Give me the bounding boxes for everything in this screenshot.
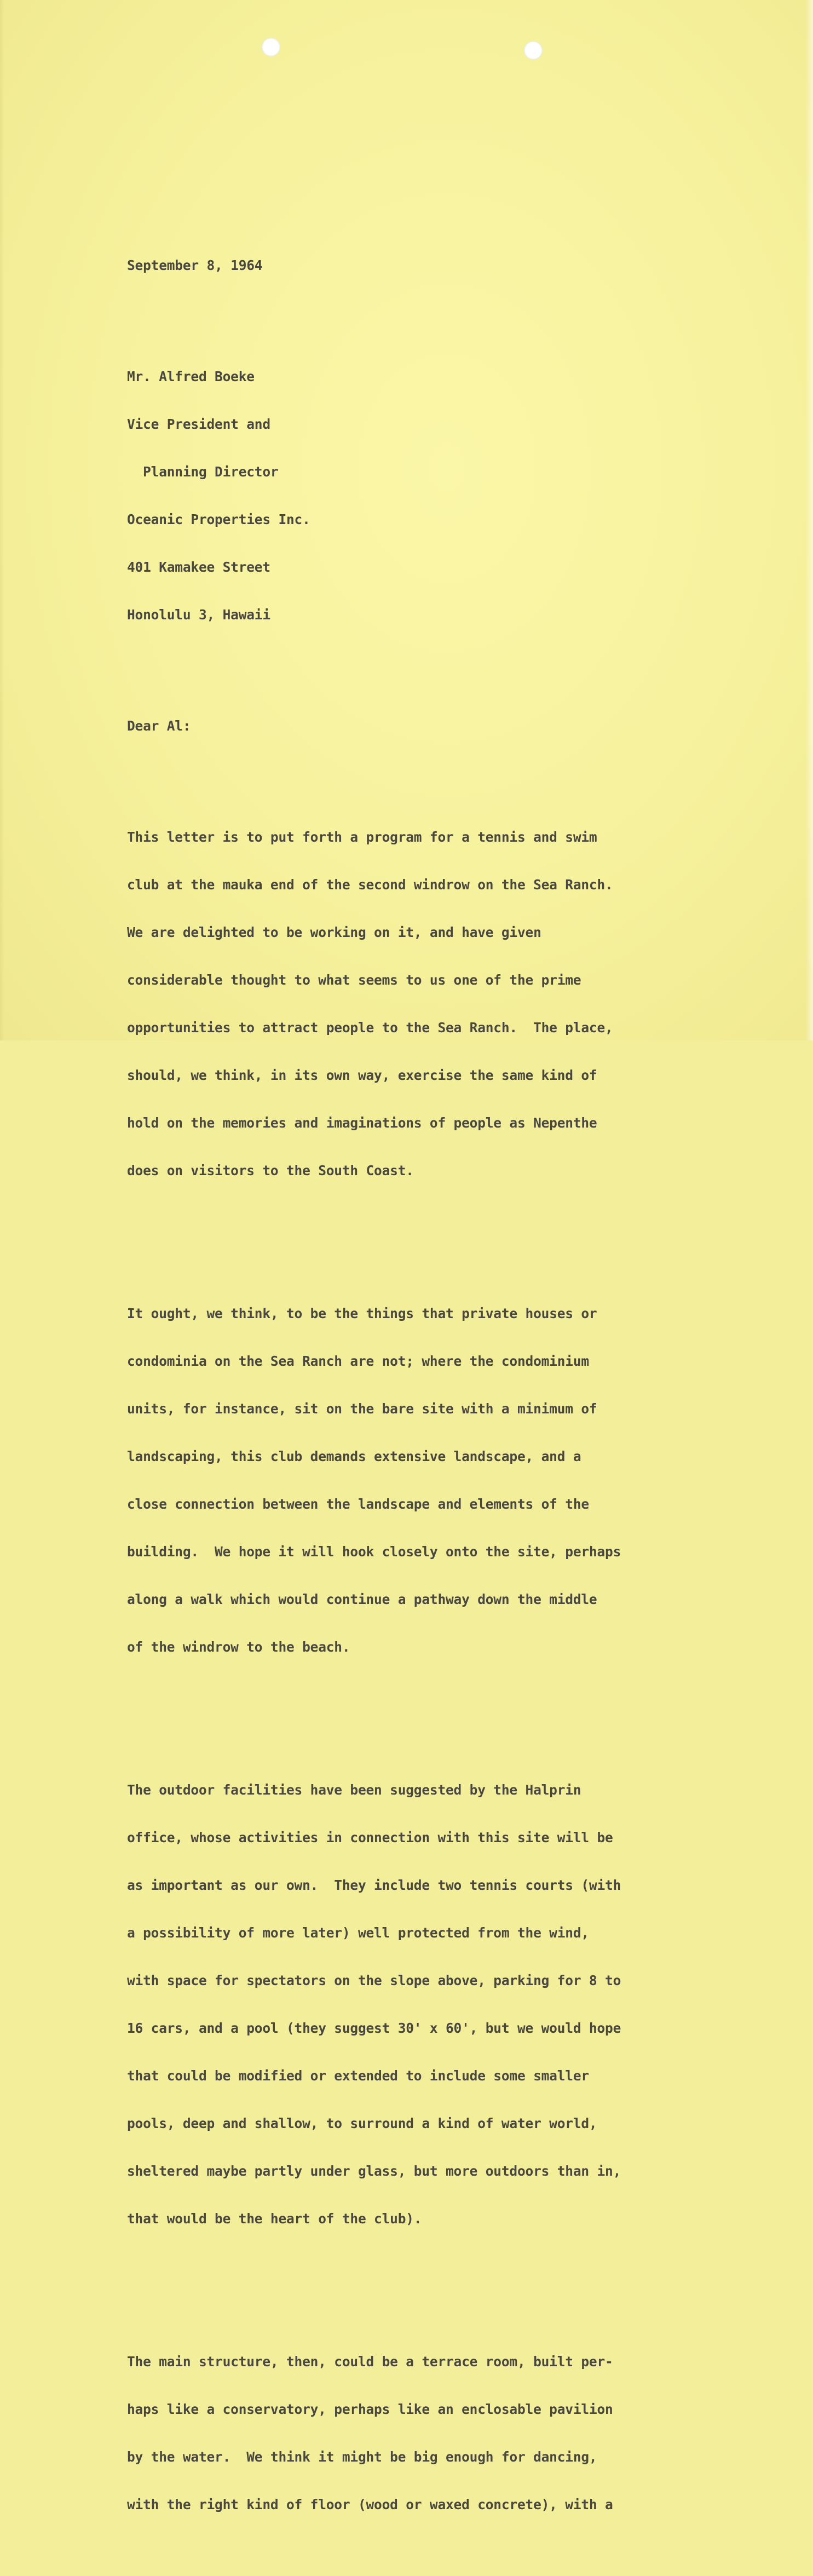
text-line: We are delighted to be working on it, and have given [127,924,541,940]
text-line: sheltered maybe partly under glass, but more outdoors than in, [127,2163,621,2179]
address-line: Planning Director [127,464,279,480]
punch-hole-left [262,38,280,56]
text-line: that would be the heart of the club). [127,2211,422,2227]
text-line: The main structure, then, could be a terrace room, built per- [127,2354,613,2370]
letter-body [127,226,707,2576]
salutation: Dear Al: [127,718,191,734]
text-line: office, whose activities in connection with this site will be [127,1830,613,1845]
paragraph-2 [127,1274,707,1687]
text-line: along a walk which would continue a pathway down the middle [127,1591,597,1607]
text-line: as important as our own. They include two tennis courts (with [127,1877,621,1893]
paper-edge-shadow [0,0,4,1040]
text-line: building. We hope it will hook closely onto the site, perhaps [127,1544,621,1560]
punch-hole-right [524,41,543,60]
address-line: Oceanic Properties Inc. [127,511,310,527]
text-line: with the right kind of floor (wood or waxed concrete), with a [127,2497,613,2512]
paragraph-4 [127,2322,707,2544]
text-line: of the windrow to the beach. [127,1639,350,1655]
address-line: 401 Kamakee Street [127,559,270,575]
text-line: 16 cars, and a pool (they suggest 30' x 60', but we would hope [127,2020,621,2036]
text-line: does on visitors to the South Coast. [127,1163,414,1178]
text-line: considerable thought to what seems to us one of the prime [127,972,581,988]
letter-date: September 8, 1964 [127,257,263,273]
text-line: It ought, we think, to be the things that private houses or [127,1306,597,1321]
text-line: should, we think, in its own way, exercise the same kind of [127,1067,597,1083]
paragraph-3 [127,1750,707,2258]
text-line: opportunities to attract people to the Sea Ranch. The place, [127,1020,613,1036]
text-line: that could be modified or extended to include some smaller [127,2068,589,2084]
text-line: This letter is to put forth a program for a tennis and swim [127,829,597,845]
text-line: pools, deep and shallow, to surround a kind of water world, [127,2115,597,2131]
address-line: Vice President and [127,416,270,432]
paper-edge-highlight [805,0,813,1040]
address-line: Mr. Alfred Boeke [127,369,255,384]
text-line: units, for instance, sit on the bare site with a minimum of [127,1401,597,1417]
address-line: Honolulu 3, Hawaii [127,607,270,623]
text-line: with space for spectators on the slope above, parking for 8 to [127,1973,621,1988]
recipient-address [127,337,707,654]
text-line: a possibility of more later) well protected from the wind, [127,1925,589,1941]
text-line: haps like a conservatory, perhaps like an enclosable pavilion [127,2401,613,2417]
text-line: landscaping, this club demands extensive landscape, and a [127,1448,581,1464]
text-line: close connection between the landscape and elements of the [127,1496,589,1512]
text-line: club at the mauka end of the second windrow on the Sea Ranch. [127,877,613,893]
text-line: by the water. We think it might be big enough for dancing, [127,2449,597,2465]
text-line: The outdoor facilities have been suggested by the Halprin [127,1782,581,1798]
paragraph-1 [127,797,707,1210]
text-line: condominia on the Sea Ranch are not; where the condominium [127,1353,589,1369]
text-line: hold on the memories and imaginations of people as Nepenthe [127,1115,597,1131]
